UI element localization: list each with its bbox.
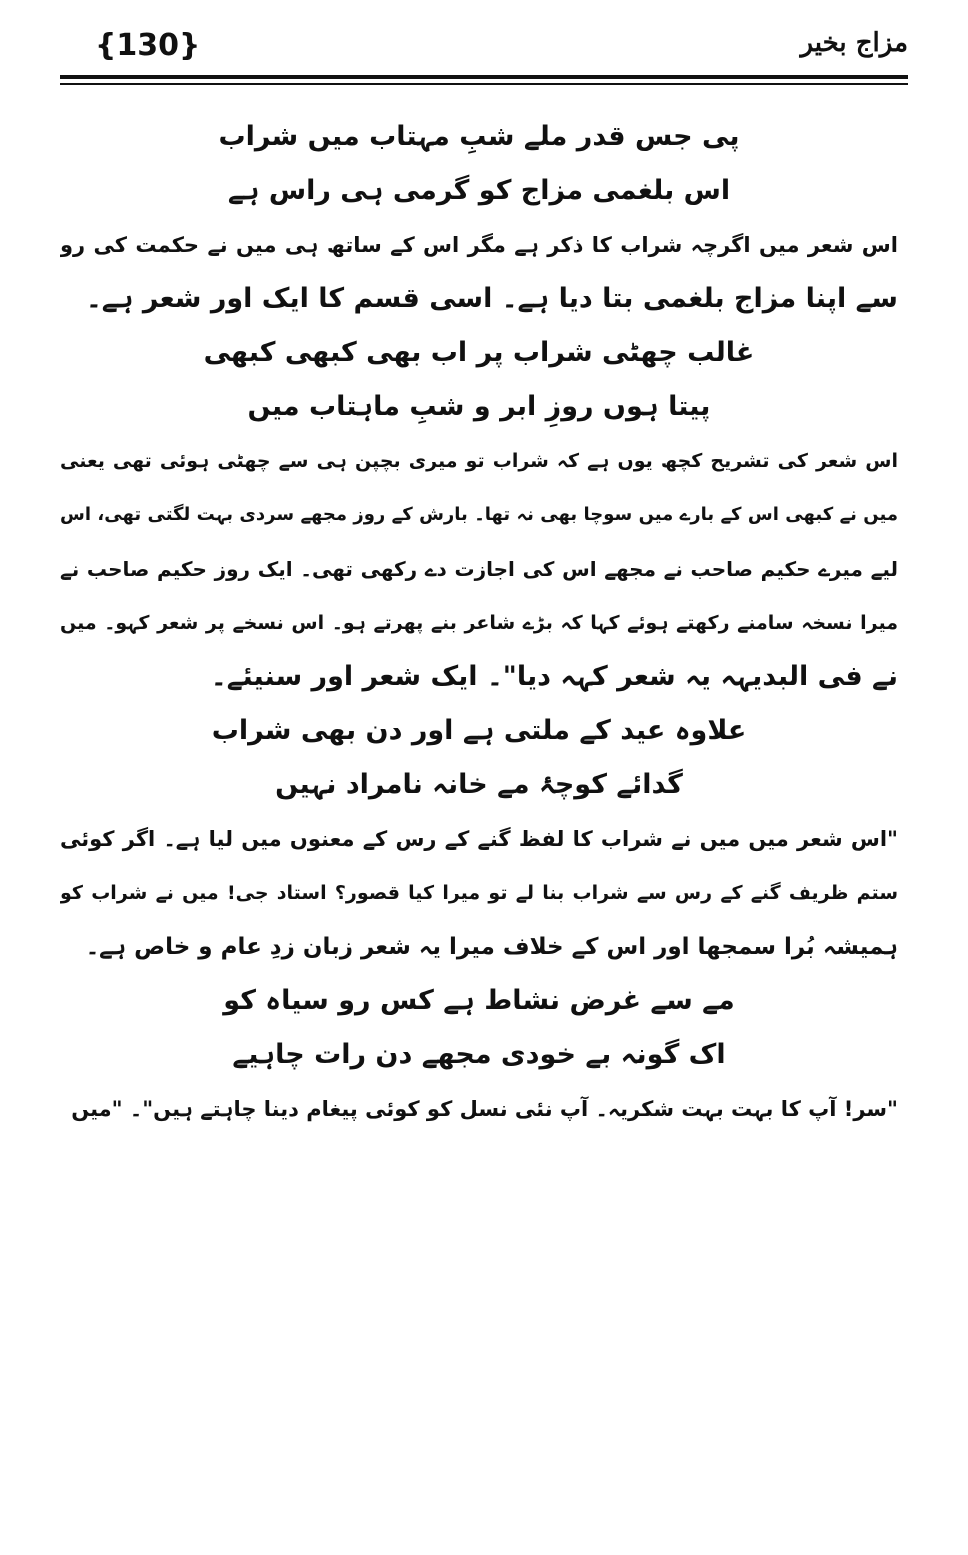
prose-line: میں نے کبھی اس کے بارے میں سوچا بھی نہ تھا۔ بارش کے روز مجھے سردی بہت لگتی تھی، اس xyxy=(60,504,898,525)
prose-line: سے اپنا مزاج بلغمی بتا دیا ہے۔ اسی قسم کا ایک اور شعر ہے۔ xyxy=(85,283,898,314)
prose-line: اس شعر میں اگرچہ شراب کا ذکر ہے مگر اس کے ساتھ ہی میں نے حکمت کی رو xyxy=(60,233,898,257)
prose-line: ستم ظریف گنے کے رس سے شراب بنا لے تو میرا کیا قصور؟ استاد جی! میں نے شراب کو xyxy=(60,882,898,904)
header-rule-thick xyxy=(60,75,908,79)
prose-line: نے فی البدیہہ یہ شعر کہہ دیا"۔ ایک شعر اور سنیئے۔ xyxy=(210,661,898,692)
header-rule-thin xyxy=(60,83,908,85)
prose-line: "سر! آپ کا بہت بہت شکریہ۔ آپ نئی نسل کو کوئی پیغام دینا چاہتے ہیں"۔ "میں xyxy=(71,1097,898,1121)
verse-line: اس بلغمی مزاج کو گرمی ہی راس ہے xyxy=(227,175,731,206)
verse-line: علاوہ عید کے ملتی ہے اور دن بھی شراب xyxy=(211,715,747,746)
verse-line: پی جس قدر ملے شبِ مہتاب میں شراب xyxy=(218,121,740,152)
prose-line: میرا نسخہ سامنے رکھتے ہوئے کہا کہ بڑے شاعر بنے پھرتے ہو۔ اس نسخے پر شعر کہو۔ میں xyxy=(60,612,898,634)
verse-line: گدائے کوچۂ مے خانہ نامراد نہیں xyxy=(275,769,683,800)
prose-line: "اس شعر میں میں نے شراب کا لفظ گنے کے رس کے معنوں میں لیا ہے۔ اگر کوئی xyxy=(60,827,898,851)
verse-line: مے سے غرض نشاط ہے کس رو سیاہ کو xyxy=(223,985,735,1016)
prose-line: اس شعر کی تشریح کچھ یوں ہے کہ شراب تو میری بچپن ہی سے چھٹی ہوئی تھی یعنی xyxy=(60,450,898,472)
prose-line: لیے میرے حکیم صاحب نے مجھے اس کی اجازت دے رکھی تھی۔ ایک روز حکیم صاحب نے xyxy=(60,557,898,581)
verse-line: پیتا ہوں روزِ ابر و شبِ ماہتاب میں xyxy=(247,391,711,422)
page-header xyxy=(60,22,908,82)
running-title: مزاج بخیر xyxy=(800,28,908,58)
page-number: {130} xyxy=(95,28,201,63)
prose-line: ہمیشہ بُرا سمجھا اور اس کے خلاف میرا یہ شعر زبان زدِ عام و خاص ہے۔ xyxy=(85,934,898,960)
page-body xyxy=(60,110,898,1136)
verse-line: اک گونہ بے خودی مجھے دن رات چاہیے xyxy=(232,1039,726,1070)
verse-line: غالب چھٹی شراب پر اب بھی کبھی کبھی xyxy=(203,337,755,368)
